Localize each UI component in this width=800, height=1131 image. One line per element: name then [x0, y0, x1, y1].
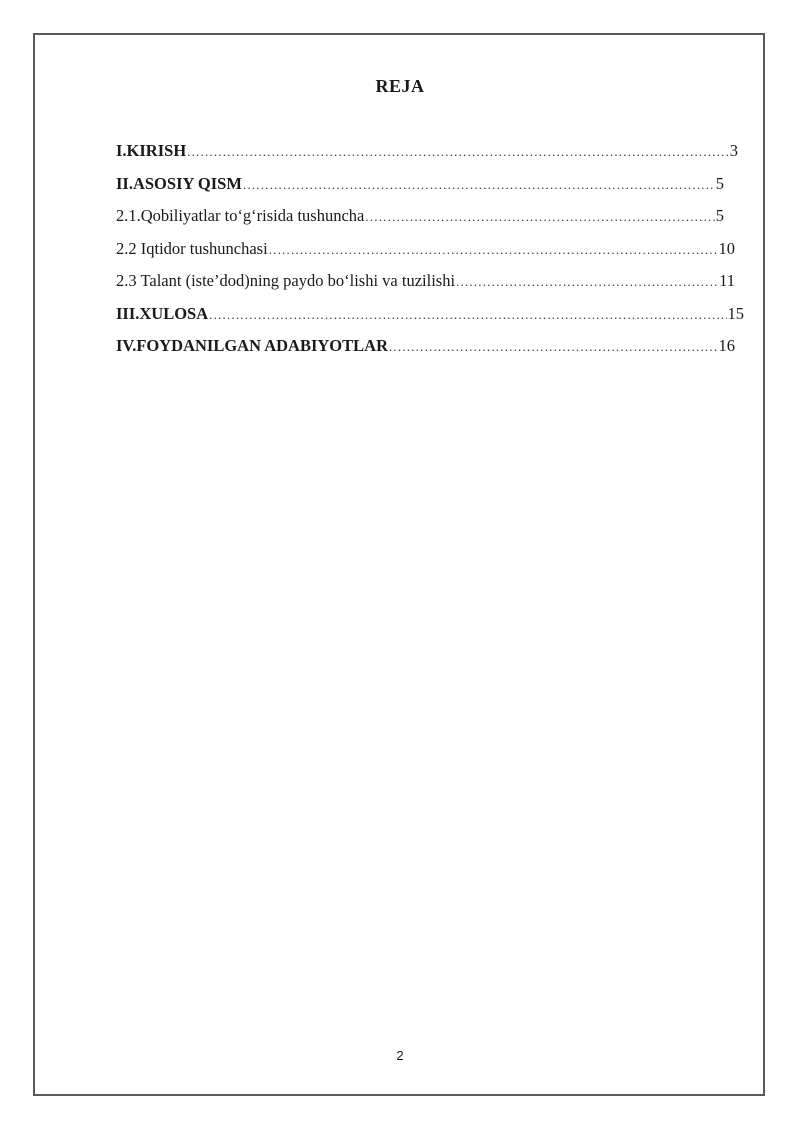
toc-entry-label: 2.2 Iqtidor tushunchasi — [116, 238, 268, 258]
toc-leader-dots — [209, 304, 726, 326]
page-number: 2 — [396, 1048, 404, 1063]
toc-leader-dots — [389, 336, 718, 358]
toc-entry-page: 16 — [718, 336, 735, 355]
toc-leader-dots — [243, 174, 715, 196]
toc-entry-talant[interactable] — [116, 270, 735, 303]
toc-entry-xulosa[interactable] — [116, 303, 744, 336]
toc-entry-qobiliyatlar[interactable] — [116, 205, 724, 238]
toc-entry-page: 3 — [729, 141, 738, 160]
document-title: REJA — [375, 76, 425, 96]
toc-entry-label: III.XULOSA — [116, 303, 209, 323]
toc-entry-page: 11 — [719, 271, 735, 290]
toc-entry-page: 5 — [715, 173, 724, 193]
toc-leader-dots — [269, 239, 718, 261]
toc-entry-label: 2.1.Qobiliyatlar to‘g‘risida tushuncha — [116, 206, 365, 225]
toc-entry-label: II.ASOSIY QISM — [116, 173, 242, 193]
toc-entry-label: IV.FOYDANILGAN ADABIYOTLAR — [116, 336, 388, 355]
toc-entry-asosiy-qism[interactable] — [116, 173, 724, 206]
toc-entry-page: 10 — [718, 238, 735, 258]
toc-leader-dots — [456, 271, 718, 293]
toc-entry-label: 2.3 Talant (iste’dod)ning paydo bo‘lishi va tuzilishi — [116, 271, 456, 290]
toc-leader-dots — [187, 141, 729, 163]
table-of-contents — [116, 140, 746, 368]
toc-entry-iqtidor[interactable] — [116, 238, 735, 271]
toc-entry-label: I.KIRISH — [116, 141, 187, 160]
toc-leader-dots — [365, 206, 714, 228]
toc-entry-adabiyotlar[interactable] — [116, 335, 735, 368]
toc-entry-page: 5 — [715, 206, 724, 225]
toc-entry-kirish[interactable] — [116, 140, 738, 173]
toc-entry-page: 15 — [727, 303, 744, 323]
